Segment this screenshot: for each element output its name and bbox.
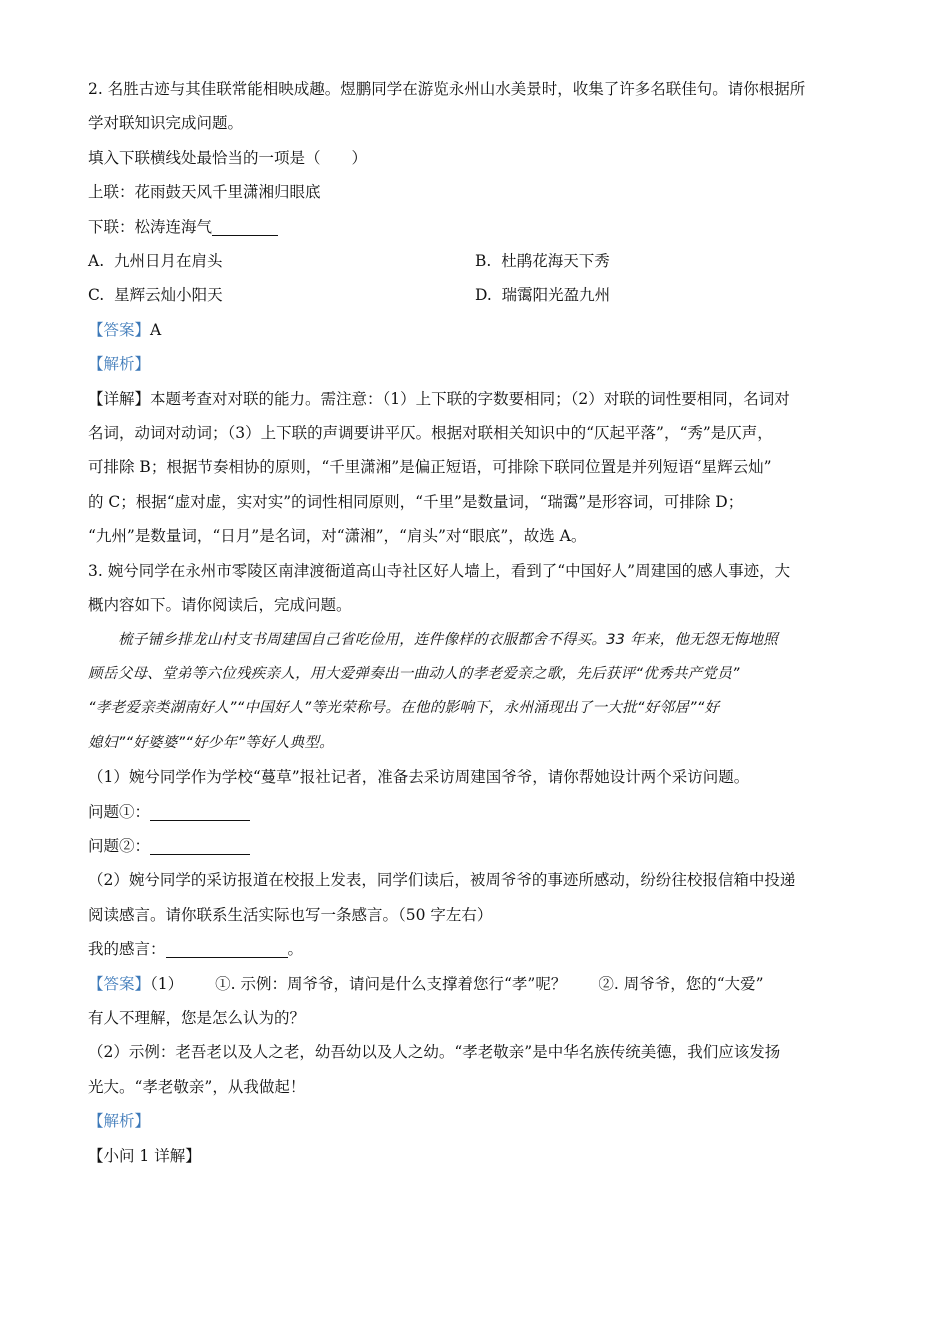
q2-detail-line-2: 名词，动词对动词；（3）上下联的声调要讲平仄。根据对联相关知识中的“仄起平落”，“秀”是仄声，: [88, 424, 773, 443]
q2-stem-line-2: 学对联知识完成问题。: [88, 114, 244, 133]
q3-passage-line-4: 媳妇”“好婆婆”“好少年”等好人典型。: [88, 733, 334, 751]
my-comment-blank[interactable]: [166, 956, 288, 958]
q3-answer-2-line-1: （2）示例：老吾老以及人之老，幼吾幼以及人之幼。“孝老敬亲”是中华名族传统美德，我们应该发扬: [88, 1043, 781, 1062]
q2-prompt: 填入下联横线处最恰当的一项是（ ）: [88, 148, 368, 167]
q2-option-d: [475, 278, 862, 312]
q3-question-a: [88, 795, 862, 829]
question-b-label: 问题②：: [88, 836, 151, 855]
q3-stem-line-1: 3. 婉兮同学在永州市零陵区南津渡衙道高山寺社区好人墙上，看到了“中国好人”周建国的感人事迹，大: [88, 561, 791, 580]
answer-value: A: [150, 320, 162, 339]
q3-sub-detail-tag: 【小问 1 详解】: [88, 1146, 201, 1165]
option-label: B.: [475, 252, 492, 271]
option-label: A.: [88, 252, 105, 271]
q3-passage-line-3: “孝老爱亲类湖南好人”“中国好人”等光荣称号。在他的影响下，永州涌现出了一大批“好邻居”“好: [88, 699, 720, 717]
q3-answer-2-line-2: 光大。“孝老敬亲”，从我做起！: [88, 1077, 306, 1096]
q2-lower-couplet: [88, 210, 862, 244]
detail-text: 本题考查对对联的能力。需注意：（1）上下联的字数要相同；（2）对联的词性要相同，名词对: [150, 389, 790, 408]
document-page: [88, 72, 862, 1173]
my-comment-label: 我的感言：: [88, 940, 166, 959]
q3-sub-question-2-line-1: （2）婉兮同学的采访报道在校报上发表，同学们读后，被周爷爷的事迹所感动，纷纷往校报信箱中投递: [88, 871, 796, 890]
q3-my-comment: [88, 932, 862, 966]
q2-detail-line-1: [88, 382, 862, 416]
q3-stem-line-2: 概内容如下。请你阅读后，完成问题。: [88, 596, 352, 615]
q2-answer-blank: [212, 234, 278, 236]
q2-option-c: [88, 278, 475, 312]
q2-options-row-2: [88, 278, 862, 312]
q3-passage-line-2: 顾岳父母、堂弟等六位残疾亲人，用大爱弹奏出一曲动人的孝老爱亲之歌，先后获评“优秀共产党员”: [88, 664, 740, 682]
q3-sub-question-2-line-2: 阅读感言。请你联系生活实际也写一条感言。（50 字左右）: [88, 905, 493, 924]
question-a-label: 问题①：: [88, 802, 151, 821]
option-text: 瑞霭阳光盈九州: [501, 286, 611, 305]
option-text: 星辉云灿小阳天: [114, 286, 223, 305]
my-comment-end: 。: [287, 940, 304, 959]
answer-number: （1）: [150, 974, 184, 993]
q3-answer-line-1: [88, 967, 862, 1001]
q2-option-a: [88, 244, 475, 278]
answer-tag: 【答案】: [88, 974, 151, 993]
q3-answer-line-2: 有人不理解，您是怎么认为的？: [88, 1008, 306, 1027]
question-b-blank[interactable]: [150, 853, 250, 855]
q2-lower-text: 下联：松涛连海气: [88, 217, 213, 236]
q3-passage-line-1: 梳子铺乡排龙山村支书周建国自己省吃俭用，连件像样的衣服都舍不得买。33 年来，他无怨无悔地照: [118, 630, 778, 648]
q3-sub-question-1: （1）婉兮同学作为学校“蔓草”报社记者，准备去采访周建国爷爷，请你帮她设计两个采访问题。: [88, 768, 750, 787]
answer-example-a: ①. 示例：周爷爷，请问是什么支撑着您行“孝”呢？: [215, 974, 567, 993]
q2-options-row-1: [88, 244, 862, 278]
q2-stem-line-1: 2. 名胜古迹与其佳联常能相映成趣。煜鹏同学在游览永州山水美景时，收集了许多名联佳句。请你根据所: [88, 80, 806, 98]
answer-tag: 【答案】: [88, 320, 151, 339]
q2-analysis-tag: 【解析】: [88, 355, 151, 374]
question-a-blank[interactable]: [150, 819, 250, 821]
q2-option-b: [475, 244, 862, 278]
q3-analysis-tag: 【解析】: [88, 1112, 151, 1131]
q2-answer: [88, 313, 862, 347]
option-text: 杜鹃花海天下秀: [501, 252, 610, 271]
option-text: 九州日月在肩头: [113, 252, 223, 271]
option-label: C.: [88, 286, 105, 305]
q2-detail-line-4: 的 C；根据“虚对虚，实对实”的词性相同原则，“千里”是数量词，“瑞霭”是形容词，可排除 D；: [88, 492, 744, 511]
option-label: D.: [475, 286, 492, 305]
detail-tag: 【详解】: [88, 389, 151, 408]
answer-example-b: ②. 周爷爷，您的“大爱”: [598, 974, 764, 993]
q3-question-b: [88, 829, 862, 863]
q2-upper-couplet: 上联：花雨鼓天风千里潇湘归眼底: [88, 183, 321, 202]
q2-detail-line-5: “九州”是数量词，“日月”是名词，对“潇湘”，“肩头”对“眼底”，故选 A。: [88, 527, 587, 546]
q2-detail-line-3: 可排除 B；根据节奏相协的原则，“千里潇湘”是偏正短语，可排除下联同位置是并列短语“星辉云灿”: [88, 458, 772, 477]
